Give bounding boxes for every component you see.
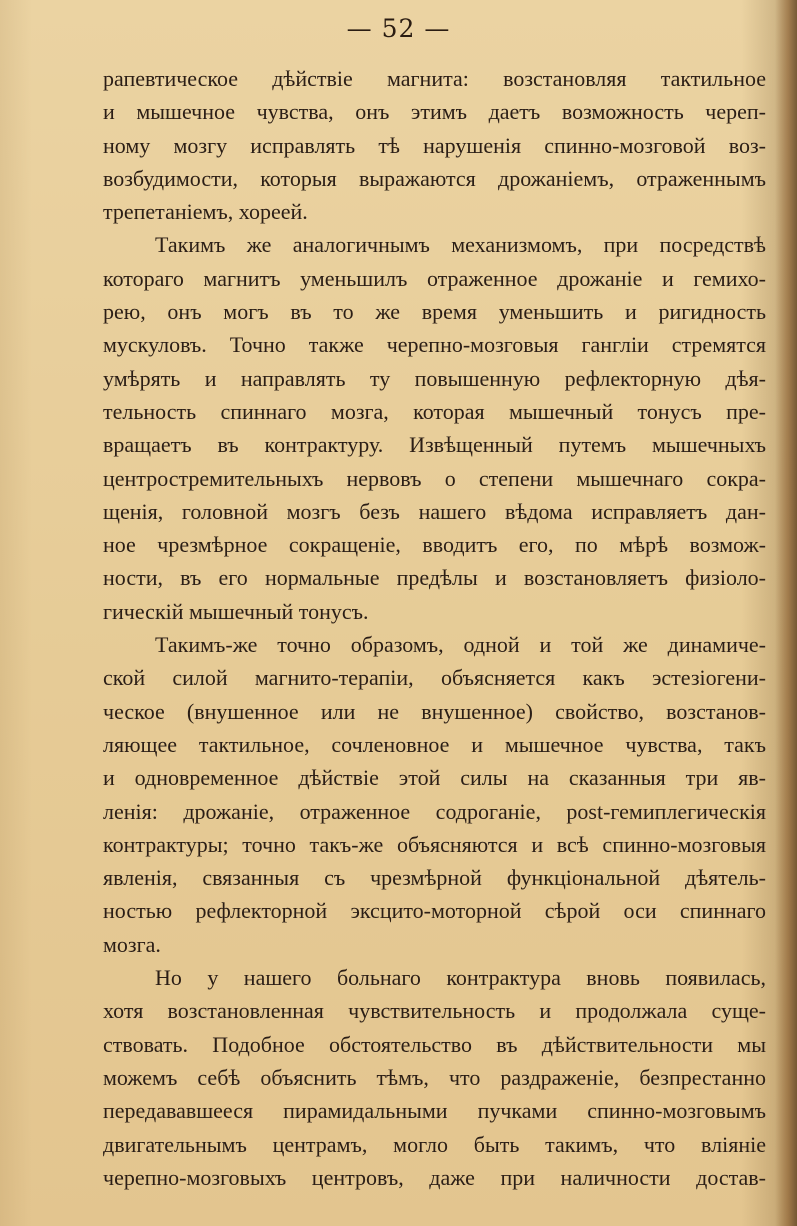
text-line: рапевтическое дѣйствіе магнита: возстановляя тактильное	[103, 66, 766, 91]
text-line: ное чрезмѣрное сокращеніе, вводитъ его, по мѣрѣ возмож-	[103, 532, 766, 558]
text-line: рею, онъ могъ въ то же время уменьшить и ригидность	[103, 299, 766, 325]
text-line: явленія, связанныя съ чрезмѣрной функціональной дѣятель-	[103, 865, 766, 891]
text-line: умѣрять и направлять ту повышенную рефлекторную дѣя-	[103, 365, 766, 391]
text-line: ному мозгу исправлять тѣ нарушенія спинно-мозговой воз-	[103, 132, 766, 158]
text-line: ствовать. Подобное обстоятельство въ дѣйствительности мы	[103, 1031, 766, 1057]
page-edge-shadow	[775, 0, 797, 1226]
text-line: ностью рефлекторной эксцито-моторной сѣрой оси спиннаго	[103, 898, 766, 924]
text-line: и мышечное чувства, онъ этимъ даетъ возможность череп-	[103, 99, 766, 125]
text-line: и одновременное дѣйствіе этой силы на сказанныя три яв-	[103, 765, 766, 791]
body-text	[103, 62, 766, 1194]
text-line: двигательнымъ центрамъ, могло быть такимъ, что вліяніе	[103, 1131, 766, 1157]
text-line: возбудимости, которыя выражаются дрожаніемъ, отраженнымъ	[103, 165, 766, 191]
text-line: хотя возстановленная чувствительность и продолжала суще-	[103, 998, 766, 1024]
text-line: Но у нашего больнаго контрактура вновь появилась,	[155, 965, 766, 991]
text-line: трепетаніемъ, хореей.	[103, 199, 308, 225]
text-line: ленія: дрожаніе, отраженное содроганіе, post-гемиплегическія	[103, 798, 766, 824]
text-line: котораго магнитъ уменьшилъ отраженное дрожаніе и гемихо-	[103, 265, 766, 291]
text-line: мускуловъ. Точно также черепно-мозговыя гангліи стремятся	[103, 332, 766, 358]
text-line: ляющее тактильное, сочленовное и мышечное чувства, такъ	[103, 731, 766, 757]
text-line: гическій мышечный тонусъ.	[103, 598, 369, 624]
text-line: контрактуры; точно такъ-же объясняются и всѣ спинно-мозговыя	[103, 831, 766, 857]
text-line: Такимъ же аналогичнымъ механизмомъ, при посредствѣ	[155, 232, 766, 258]
text-line: ской силой магнито-терапіи, объясняется какъ эстезіогени-	[103, 665, 766, 691]
text-line: ности, въ его нормальные предѣлы и возстановляетъ физіоло-	[103, 565, 766, 591]
text-line: щенія, головной мозгъ безъ нашего вѣдома исправляетъ дан-	[103, 498, 766, 524]
text-line: центростремительныхъ нервовъ о степени мышечнаго сокра-	[103, 465, 766, 491]
text-line: Такимъ-же точно образомъ, одной и той же динамиче-	[155, 632, 766, 658]
text-line: тельность спиннаго мозга, которая мышечный тонусъ пре-	[103, 398, 766, 424]
text-line: можемъ себѣ объяснить тѣмъ, что раздраженіе, безпрестанно	[103, 1064, 766, 1090]
text-line: ческое (внушенное или не внушенное) свойство, возстанов-	[103, 698, 766, 724]
page-number: — 52 —	[346, 14, 451, 43]
text-line: черепно-мозговыхъ центровъ, даже при наличности достав-	[103, 1164, 766, 1190]
text-line: вращаетъ въ контрактуру. Извѣщенный путемъ мышечныхъ	[103, 432, 766, 458]
text-line: передававшееся пирамидальными пучками спинно-мозговымъ	[103, 1098, 766, 1124]
text-line: мозга.	[103, 931, 161, 957]
